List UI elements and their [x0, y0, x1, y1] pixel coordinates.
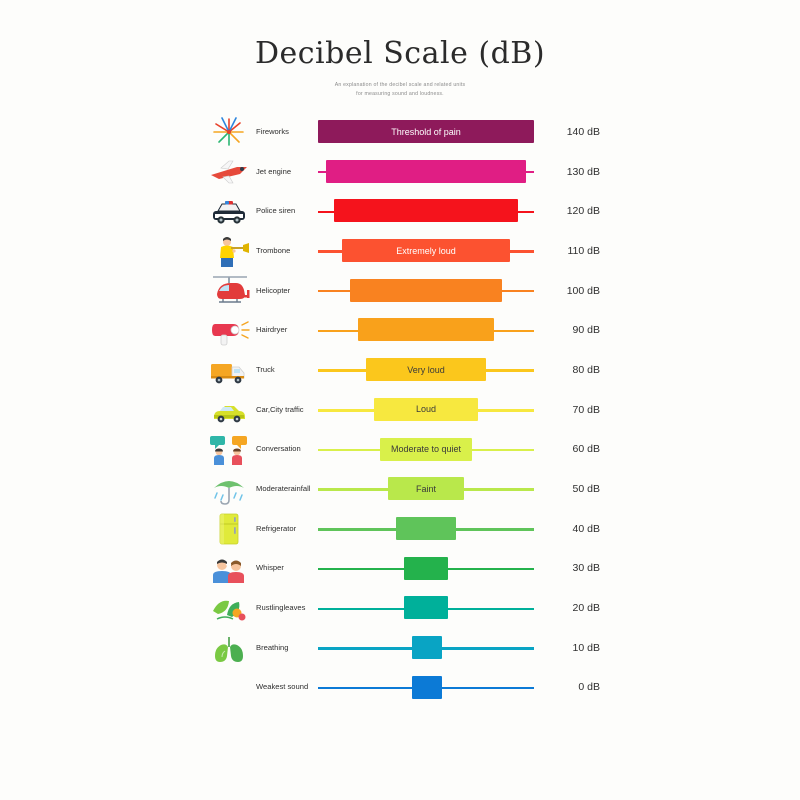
bar-annotation: Moderate to quiet — [390, 444, 462, 454]
weakest-sound-icon — [205, 668, 253, 708]
jet-engine-icon — [205, 152, 253, 192]
umbrella-rain-icon — [205, 469, 253, 509]
chart-row — [0, 231, 800, 271]
bar-area — [318, 112, 534, 152]
bar-area — [318, 152, 534, 192]
bar-area — [318, 469, 534, 509]
page-subtitle — [0, 81, 800, 99]
chart-row — [0, 668, 800, 708]
poster-header — [0, 36, 800, 99]
row-label: Fireworks — [256, 126, 289, 136]
bar-annotation: Very loud — [407, 364, 445, 375]
bar-block — [396, 517, 456, 540]
bar-area — [318, 628, 534, 668]
row-value: 100 dB — [566, 284, 600, 297]
decibel-chart — [0, 112, 800, 707]
bar-area — [318, 668, 534, 708]
row-value: 140 dB — [566, 125, 600, 138]
whisper-icon — [205, 549, 253, 589]
bar-area — [318, 191, 534, 231]
bar-area — [318, 549, 534, 589]
row-value: 20 dB — [572, 602, 600, 615]
bar-block — [326, 160, 526, 183]
row-value: 90 dB — [572, 324, 600, 337]
chart-row — [0, 390, 800, 430]
chart-row — [0, 112, 800, 152]
row-value: 30 dB — [572, 562, 600, 575]
row-label: Jet engine — [256, 166, 292, 176]
trombone-player-icon — [205, 231, 253, 271]
row-label: Rustling leaves — [256, 603, 306, 613]
bar-block — [412, 676, 442, 699]
bar-block — [404, 596, 448, 619]
lungs-breathing-icon — [205, 628, 253, 668]
bar-block — [380, 438, 472, 461]
bar-block — [318, 120, 534, 143]
bar-area — [318, 390, 534, 430]
row-label: Helicopter — [256, 285, 291, 295]
row-label: Car, City traffic — [256, 404, 304, 414]
bar-area — [318, 509, 534, 549]
row-label: Truck — [256, 364, 275, 374]
row-value: 0 dB — [578, 681, 600, 694]
row-value: 60 dB — [572, 443, 600, 456]
rustling-leaves-icon — [205, 588, 253, 628]
car-icon — [205, 390, 253, 430]
row-value: 50 dB — [572, 483, 600, 496]
row-label: Whisper — [256, 563, 284, 573]
bar-block — [358, 318, 494, 341]
subtitle-line-1: An explanation of the decibel scale and related units — [334, 82, 466, 88]
row-label: Moderate rainfall — [256, 484, 311, 494]
row-value: 120 dB — [566, 205, 600, 218]
hairdryer-icon — [205, 310, 253, 350]
bar-area — [318, 271, 534, 311]
row-label: Breathing — [256, 642, 289, 652]
row-label: Weakest sound — [256, 682, 309, 692]
chart-row — [0, 152, 800, 192]
bar-block — [342, 239, 510, 262]
bar-block — [374, 398, 478, 421]
bar-block — [350, 279, 502, 302]
chart-row — [0, 509, 800, 549]
bar-area — [318, 231, 534, 271]
bar-block — [412, 636, 442, 659]
bar-annotation: Threshold of pain — [391, 126, 461, 137]
refrigerator-icon — [205, 509, 253, 549]
bar-area — [318, 430, 534, 470]
row-label: Refrigerator — [256, 523, 297, 533]
row-value: 80 dB — [572, 363, 600, 376]
bar-block — [388, 477, 464, 500]
bar-block — [366, 358, 486, 381]
helicopter-icon — [205, 271, 253, 311]
chart-row — [0, 469, 800, 509]
row-label: Trombone — [256, 245, 291, 255]
subtitle-line-2: for measuring sound and loudness. — [356, 91, 444, 97]
bar-area — [318, 588, 534, 628]
bar-annotation: Faint — [415, 483, 436, 494]
chart-row — [0, 549, 800, 589]
row-value: 40 dB — [572, 522, 600, 535]
row-label: Hairdryer — [256, 325, 288, 335]
row-label: Conversation — [256, 444, 301, 454]
chart-row — [0, 588, 800, 628]
bar-block — [334, 199, 518, 222]
police-car-icon — [205, 191, 253, 231]
chart-row — [0, 191, 800, 231]
truck-icon — [205, 350, 253, 390]
chart-row — [0, 271, 800, 311]
conversation-icon — [205, 430, 253, 470]
bar-annotation: Extremely loud — [396, 245, 456, 256]
row-value: 110 dB — [567, 244, 600, 257]
fireworks-icon — [205, 112, 253, 152]
chart-row — [0, 310, 800, 350]
row-label: Police siren — [256, 206, 296, 216]
chart-row — [0, 430, 800, 470]
bar-area — [318, 310, 534, 350]
row-value: 10 dB — [572, 641, 600, 654]
bar-area — [318, 350, 534, 390]
chart-row — [0, 628, 800, 668]
row-value: 130 dB — [566, 165, 600, 178]
row-value: 70 dB — [572, 403, 600, 416]
chart-row — [0, 350, 800, 390]
bar-block — [404, 557, 448, 580]
page-title: Decibel Scale (dB) — [254, 36, 546, 71]
bar-annotation: Loud — [415, 404, 437, 415]
